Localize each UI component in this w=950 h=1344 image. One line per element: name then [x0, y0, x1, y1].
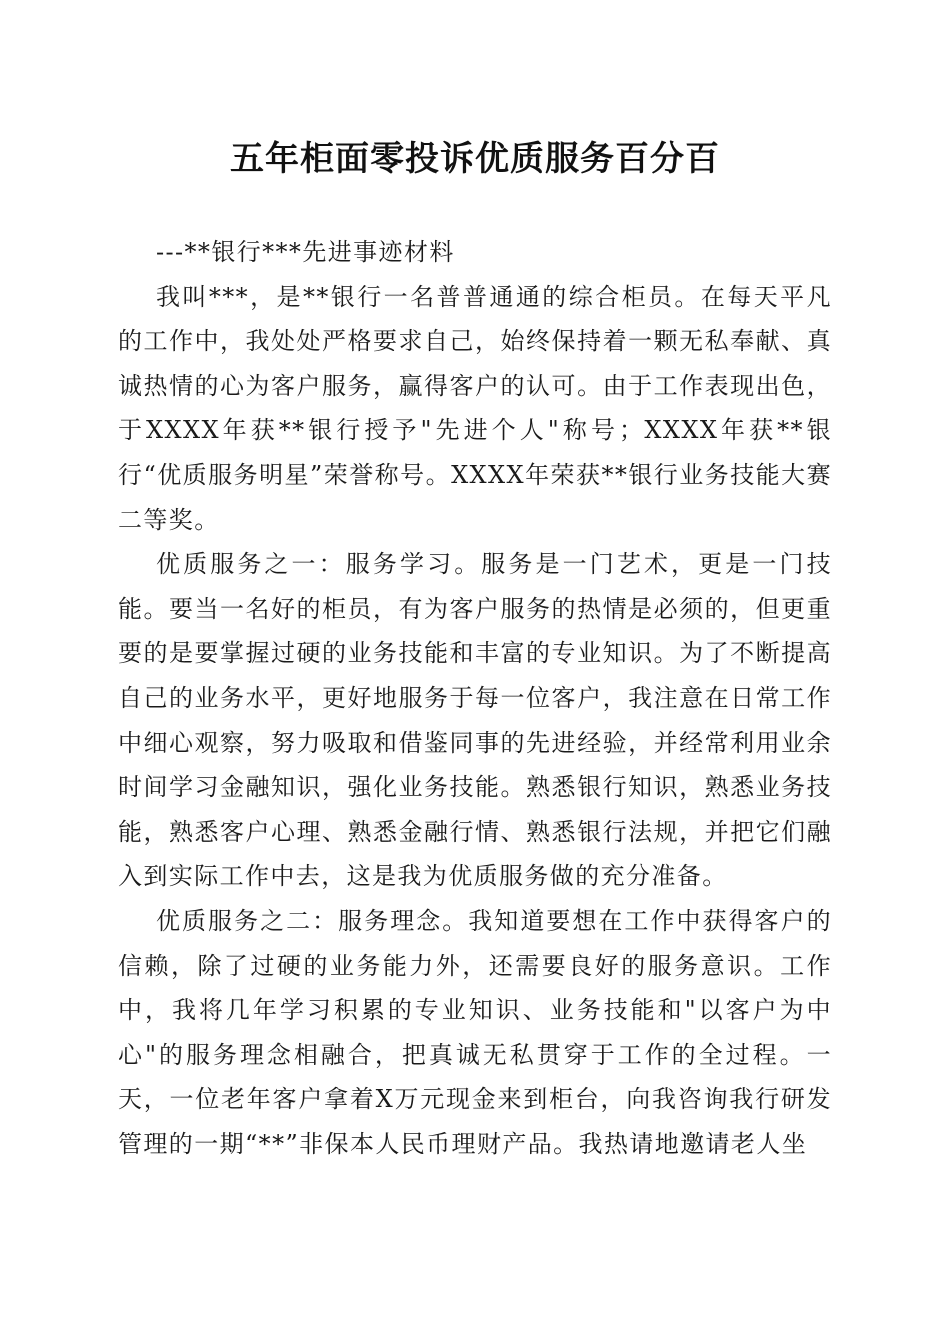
paragraph-service-learning: 优质服务之一：服务学习。服务是一门艺术，更是一门技能。要当一名好的柜员，有为客户服务的热情是必须的，但更重要的是要掌握过硬的业务技能和丰富的专业知识。为了不断提高自己的业务水平，更好地服务于每一位客户，我注意在日常工作中细心观察，努力吸取和借鉴同事的先进经验，并经常利用业余时间学习金融知识，强化业务技能。熟悉银行知识，熟悉业务技能，熟悉客户心理、熟悉金融行情、熟悉银行法规，并把它们融入到实际工作中去，这是我为优质服务做的充分准备。: [118, 550, 832, 891]
paragraph-intro: 我叫***，是**银行一名普普通通的综合柜员。在每天平凡的工作中，我处处严格要求自己，始终保持着一颗无私奉献、真诚热情的心为客户服务，赢得客户的认可。由于工作表现出色，于XXXX年获**银行授予"先进个人"称号；XXXX年获**银行“优质服务明星”荣誉称号。XXXX年荣获**银行业务技能大赛二等奖。: [118, 282, 832, 534]
document-subtitle: ---**银行***先进事迹材料: [156, 238, 455, 266]
document-title: 五年柜面零投诉优质服务百分百: [230, 139, 720, 179]
paragraph-service-philosophy: 优质服务之二：服务理念。我知道要想在工作中获得客户的信赖，除了过硬的业务能力外，还需要良好的服务意识。工作中，我将几年学习积累的专业知识、业务技能和"以客户为中心"的服务理念相融合，把真诚无私贯穿于工作的全过程。一天，一位老年客户拿着X万元现金来到柜台，向我咨询我行研发管理的一期“**”非保本人民币理财产品。我热请地邀请老人坐: [118, 906, 832, 1158]
document-body: [118, 230, 832, 1166]
